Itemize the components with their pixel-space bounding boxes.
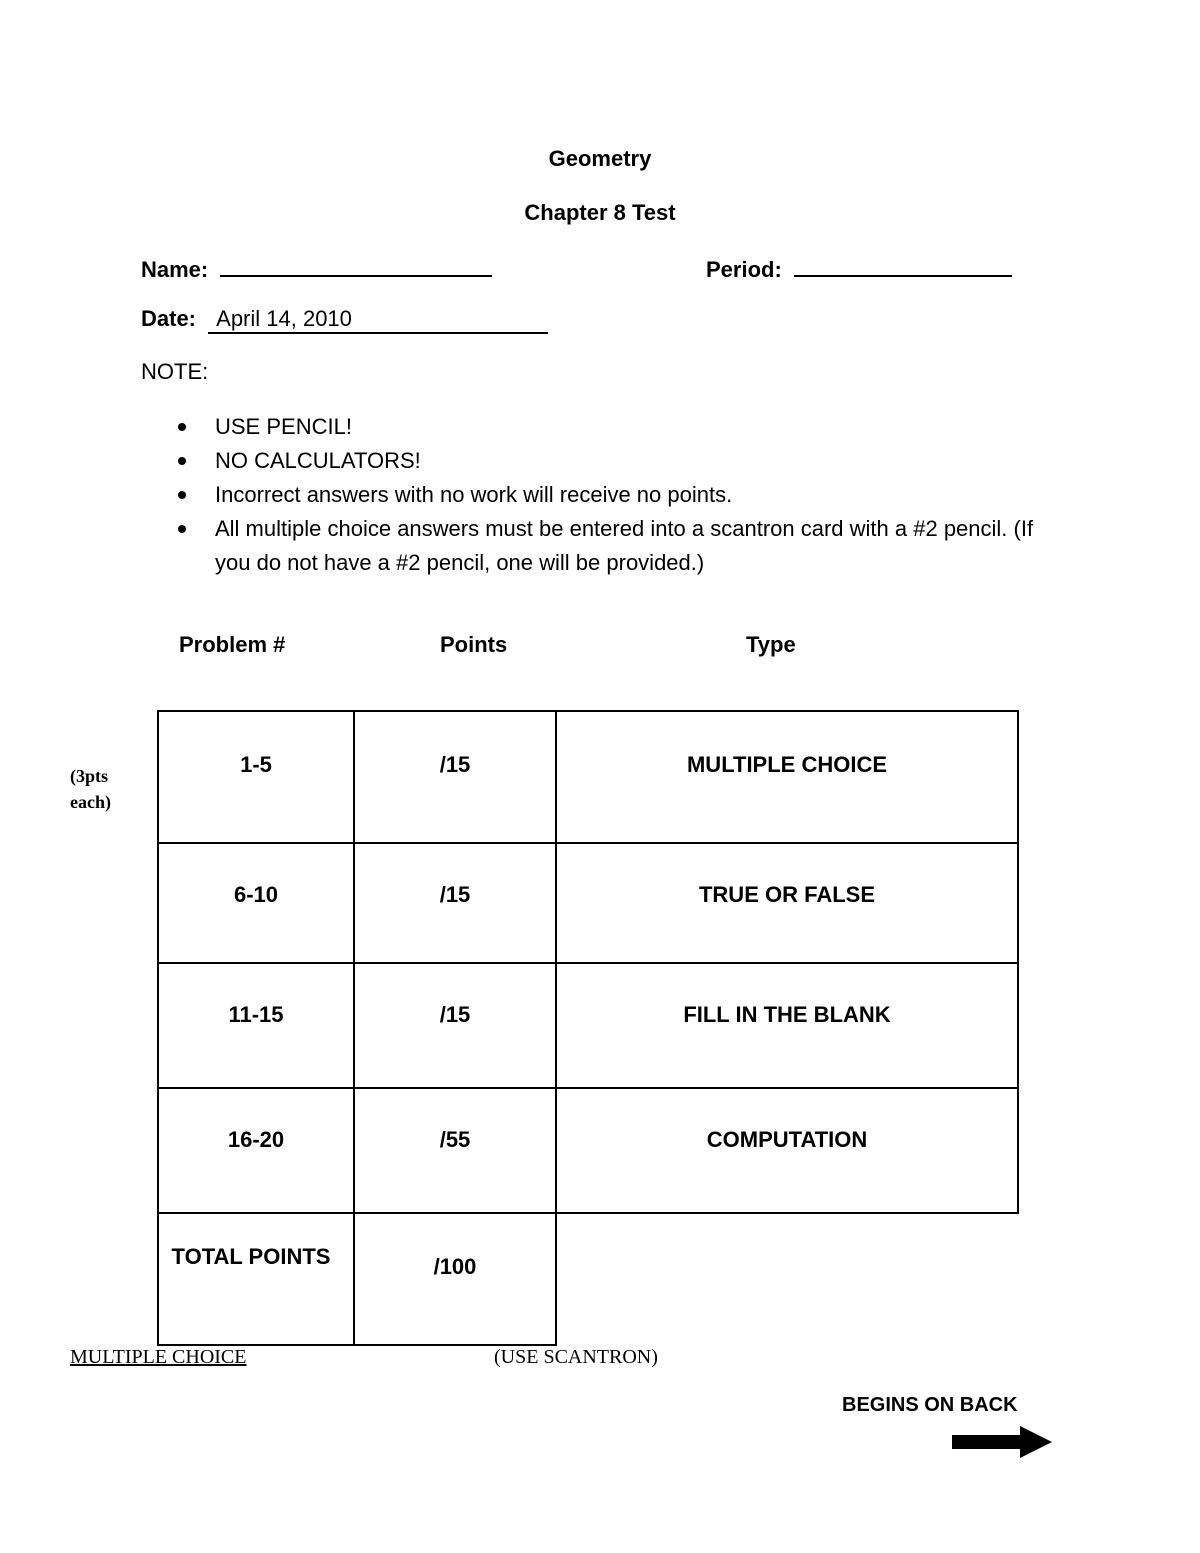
name-field: [141, 253, 492, 283]
date-value: April 14, 2010: [208, 306, 548, 334]
name-label: Name:: [141, 257, 209, 282]
period-label: Period:: [706, 257, 782, 282]
table-row: [158, 711, 1018, 843]
problem-range-cell: 11-15: [158, 963, 354, 1088]
points-cell: /15: [354, 711, 556, 843]
table-row: [158, 963, 1018, 1088]
period-blank: [794, 253, 1012, 277]
test-title: Chapter 8 Test: [524, 200, 676, 225]
type-cell: TRUE OR FALSE: [556, 843, 1018, 963]
begins-on-back-label: BEGINS ON BACK: [842, 1394, 1018, 1416]
table-row: [158, 1088, 1018, 1213]
total-row: [158, 1213, 1018, 1345]
bullet-icon: [178, 457, 186, 465]
header-type: Type: [746, 632, 796, 657]
multiple-choice-heading: MULTIPLE CHOICE: [70, 1346, 247, 1368]
type-cell: FILL IN THE BLANK: [556, 963, 1018, 1088]
score-table: [157, 710, 1019, 1346]
total-label-cell: TOTAL POINTS: [158, 1213, 354, 1345]
problem-range-cell: 1-5: [158, 711, 354, 843]
note-item: Incorrect answers with no work will receive no points.: [178, 478, 1058, 512]
bullet-icon: [178, 423, 186, 431]
points-cell: /15: [354, 963, 556, 1088]
note-item: All multiple choice answers must be entered into a scantron card with a #2 pencil. (If you do not have a #2 pencil, one will be provided.): [178, 512, 1058, 580]
bullet-icon: [178, 491, 186, 499]
header-problem: Problem #: [179, 632, 286, 657]
type-cell: MULTIPLE CHOICE: [556, 711, 1018, 843]
right-arrow-icon: [950, 1425, 1054, 1459]
total-points-cell: /100: [354, 1213, 556, 1345]
note-item: USE PENCIL!: [178, 410, 1058, 444]
bullet-icon: [178, 525, 186, 533]
empty-cell: [556, 1213, 1018, 1345]
date-field: [141, 306, 548, 334]
scantron-note: (USE SCANTRON): [494, 1346, 658, 1368]
note-item: NO CALCULATORS!: [178, 444, 1058, 478]
date-label: Date:: [141, 306, 197, 331]
points-each-note: (3pts each): [70, 766, 111, 812]
subject-title: Geometry: [548, 146, 652, 171]
table-row: [158, 843, 1018, 963]
note-list: [178, 410, 1058, 580]
problem-range-cell: 16-20: [158, 1088, 354, 1213]
note-heading: NOTE:: [141, 359, 209, 384]
name-blank: [220, 253, 492, 277]
type-cell: COMPUTATION: [556, 1088, 1018, 1213]
points-cell: /15: [354, 843, 556, 963]
problem-range-cell: 6-10: [158, 843, 354, 963]
header-points: Points: [440, 632, 508, 657]
points-cell: /55: [354, 1088, 556, 1213]
period-field: [706, 253, 1012, 283]
